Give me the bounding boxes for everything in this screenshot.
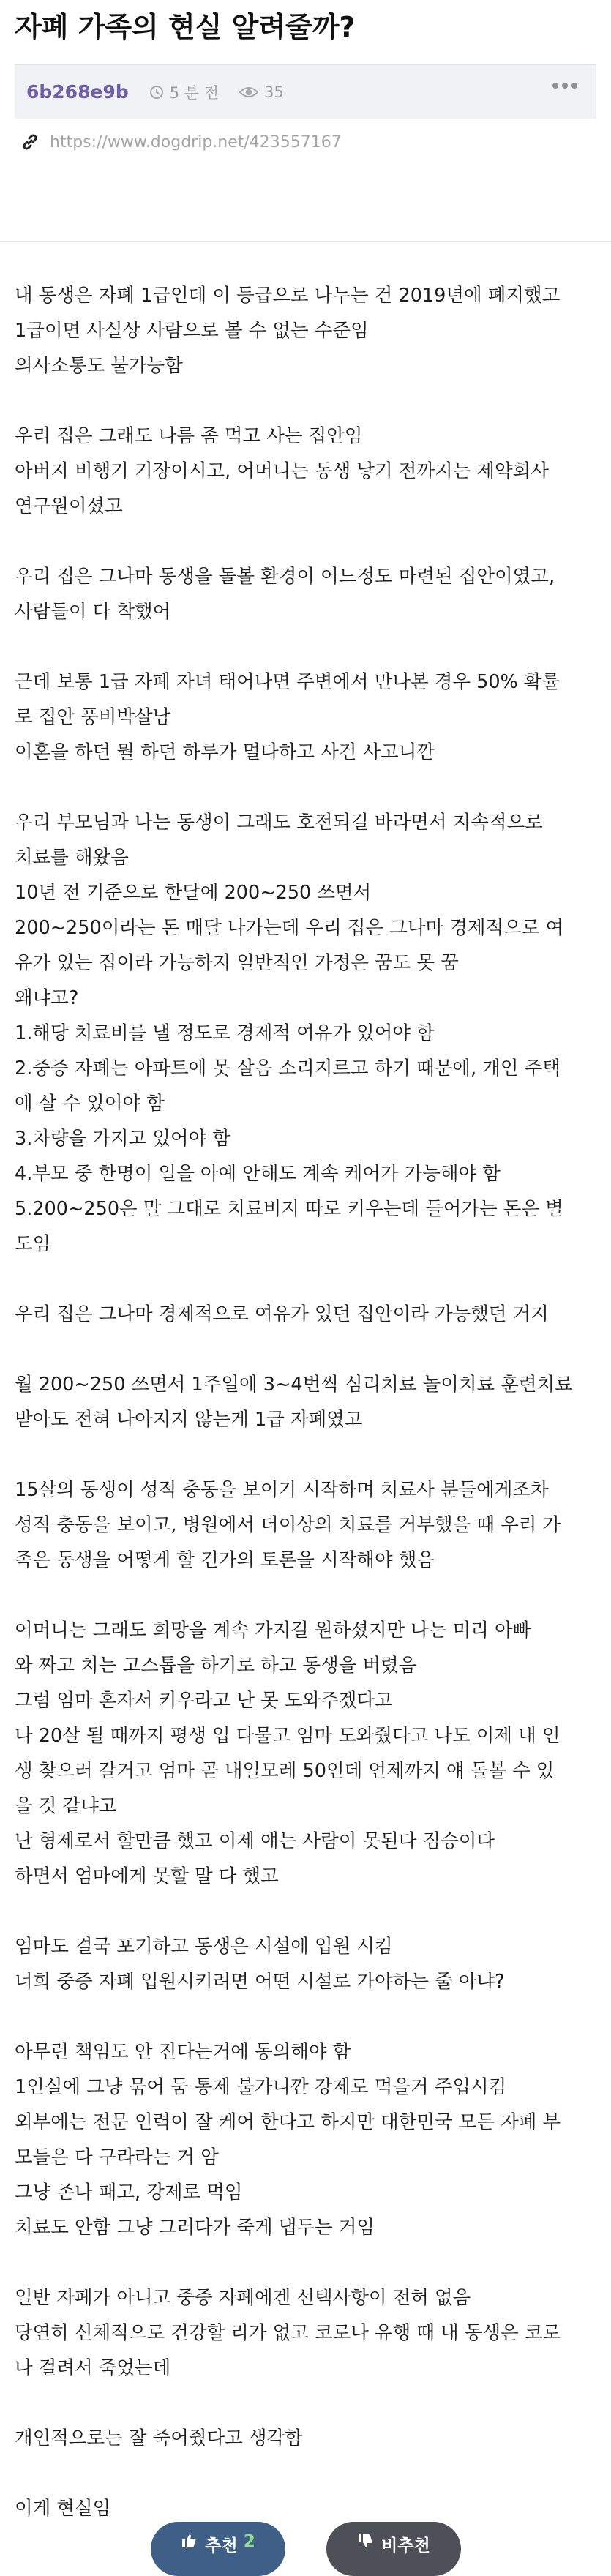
body-line: 1.해당 치료비를 낼 정도로 경제적 여유가 있어야 함: [15, 1022, 435, 1044]
downvote-button[interactable]: [326, 2522, 461, 2576]
body-line: 사람들이 다 착했어: [15, 601, 171, 623]
body-line: 4.부모 중 한명이 일을 아예 안해도 계속 케어가 가능해야 함: [15, 1163, 501, 1185]
post-time-text: 5 분 전: [169, 83, 220, 102]
body-line: 유가 있는 집이라 가능하지 일반적인 가정은 꿈도 못 꿈: [15, 952, 459, 974]
body-line: 1인실에 그냥 묶어 둠 통제 불가니깐 강제로 먹을거 주입시킴: [15, 2076, 507, 2098]
author-name[interactable]: 6b268e9b: [26, 81, 129, 102]
body-line: 우리 부모님과 나는 동생이 그래도 호전되길 바라면서 지속적으로: [15, 812, 543, 834]
body-line: 연구원이셨고: [15, 495, 123, 517]
body-line: 5.200~250은 말 그대로 치료비지 따로 키우는데 들어가는 돈은 별: [15, 1198, 563, 1220]
upvote-count: 2: [243, 2532, 255, 2551]
body-line: 아버지 비행기 기장이시고, 어머니는 동생 낳기 전까지는 제약회사: [15, 460, 549, 482]
body-line: 받아도 전혀 나아지지 않는게 1급 자폐였고: [15, 1409, 363, 1431]
body-line: 10년 전 기준으로 한달에 200~250 쓰면서: [15, 882, 372, 904]
body-line: 치료도 안함 그냥 그러다가 죽게 냅두는 거임: [15, 2217, 375, 2239]
body-line: 어머니는 그래도 희망을 계속 가지길 원하셨지만 나는 미리 아빠: [15, 1620, 531, 1641]
post-url[interactable]: https://www.dogdrip.net/423557167: [50, 132, 342, 151]
body-line: 나 걸려서 죽었는데: [15, 2357, 171, 2379]
post-views: [239, 83, 284, 101]
link-icon: [20, 132, 40, 151]
paragraph-gap: [15, 1332, 600, 1367]
body-line: 도임: [15, 1233, 51, 1255]
body-line: 외부에는 전문 인력이 잘 케어 한다고 하지만 대한민국 모든 자폐 부: [15, 2111, 561, 2133]
downvote-label: 비추천: [381, 2536, 430, 2556]
clock-icon: [149, 85, 164, 100]
body-line: 우리 집은 그나마 동생을 돌볼 환경이 어느정도 마련된 집안이였고,: [15, 566, 555, 588]
body-line: 1급이면 사실상 사람으로 볼 수 없는 수준임: [15, 320, 369, 342]
body-line: 그냥 존나 패고, 강제로 먹임: [15, 2182, 243, 2204]
thumbs-down-icon: [356, 2532, 374, 2550]
body-line: 아무런 책임도 안 진다는거에 동의해야 함: [15, 2041, 351, 2063]
body-line: 족은 동생을 어떻게 할 건가의 토론을 시작해야 했음: [15, 1549, 435, 1571]
body-line: 와 짜고 치는 고스톱을 하기로 하고 동생을 버렸음: [15, 1655, 417, 1677]
body-line: 일반 자폐가 아니고 중증 자폐에겐 선택사항이 전혀 없음: [15, 2287, 471, 2309]
body-line: 치료를 해왔음: [15, 847, 129, 869]
thumbs-up-icon: [180, 2532, 198, 2550]
body-line: 내 동생은 자폐 1급인데 이 등급으로 나누는 건 2019년에 폐지했고: [15, 285, 561, 307]
upvote-label: 추천: [205, 2536, 238, 2556]
post-time: [149, 81, 219, 103]
body-line: 엄마도 결국 포기하고 동생은 시설에 입원 시킴: [15, 1936, 393, 1958]
body-line: 나 20살 될 때까지 평생 입 다물고 엄마 도와줬다고 나도 이제 내 인: [15, 1725, 561, 1747]
body-line: 이혼을 하던 뭘 하던 하루가 멀다하고 사건 사고니깐: [15, 741, 435, 763]
body-line: 의사소통도 불가능함: [15, 355, 183, 377]
body-line: 2.중증 자폐는 아파트에 못 살음 소리지르고 하기 때문에, 개인 주택: [15, 1057, 561, 1079]
body-line: 모들은 다 구라라는 거 암: [15, 2146, 219, 2168]
body-line: 우리 집은 그나마 경제적으로 여유가 있던 집안이라 가능했던 거지: [15, 1303, 549, 1325]
body-line: 근데 보통 1급 자폐 자녀 태어나면 주변에서 만나본 경우 50% 확률: [15, 671, 561, 693]
vote-buttons: [0, 2522, 611, 2558]
body-line: 을 것 같냐고: [15, 1795, 117, 1817]
paragraph-gap: [15, 1999, 600, 2034]
post-views-count: 35: [264, 83, 284, 101]
post-url-row[interactable]: [20, 130, 342, 154]
paragraph-gap: [15, 2386, 600, 2421]
paragraph-gap: [15, 770, 600, 805]
body-line: 당연히 신체적으로 건강할 리가 없고 코로나 유행 때 내 동생은 코로: [15, 2322, 561, 2344]
body-line: 에 살 수 있어야 함: [15, 1093, 165, 1115]
body-line: 개인적으로는 잘 죽어줬다고 생각함: [15, 2427, 303, 2449]
upvote-button[interactable]: [151, 2522, 285, 2576]
body-line: 너희 중증 자폐 입원시키려면 어떤 시설로 가야하는 줄 아냐?: [15, 1971, 505, 1993]
body-line: 그럼 엄마 혼자서 키우라고 난 못 도와주겠다고: [15, 1690, 393, 1712]
post-meta-bar: [15, 64, 596, 119]
paragraph-gap: [15, 2245, 600, 2280]
paragraph-gap: [15, 1262, 600, 1297]
body-line: 월 200~250 쓰면서 1주일에 3~4번씩 심리치료 놀이치료 훈련치료: [15, 1374, 573, 1396]
paragraph-gap: [15, 383, 600, 419]
body-line: 우리 집은 그래도 나름 좀 먹고 사는 집안임: [15, 425, 363, 447]
paragraph-gap: [15, 1578, 600, 1613]
post-body: [15, 278, 600, 2526]
body-line: 하면서 엄마에게 못할 말 다 했고: [15, 1865, 279, 1887]
more-dots-icon[interactable]: [552, 83, 577, 89]
body-line: 200~250이라는 돈 매달 나가는데 우리 집은 그나마 경제적으로 여: [15, 917, 564, 939]
paragraph-gap: [15, 1437, 600, 1472]
paragraph-gap: [15, 524, 600, 559]
body-line: 15살의 동생이 성적 충동을 보이기 시작하며 치료사 분들에게조차: [15, 1479, 549, 1501]
paragraph-gap: [15, 1894, 600, 1929]
paragraph-gap: [15, 2456, 600, 2491]
body-line: 왜냐고?: [15, 987, 79, 1009]
body-line: 생 찾으러 갈거고 엄마 곧 내일모레 50인데 언제까지 얘 돌볼 수 있: [15, 1760, 555, 1782]
body-line: 이게 현실임: [15, 2498, 111, 2520]
body-line: 3.차량을 가지고 있어야 함: [15, 1128, 230, 1150]
body-line: 로 집안 풍비박살남: [15, 706, 171, 728]
body-line: 성적 충동을 보이고, 병원에서 더이상의 치료를 거부했을 때 우리 가: [15, 1514, 561, 1536]
body-line: 난 형제로서 할만큼 했고 이제 얘는 사람이 못된다 짐승이다: [15, 1830, 495, 1852]
eye-icon: [239, 86, 258, 99]
paragraph-gap: [15, 629, 600, 664]
post-title: 자폐 가족의 현실 알려줄까?: [15, 11, 356, 43]
